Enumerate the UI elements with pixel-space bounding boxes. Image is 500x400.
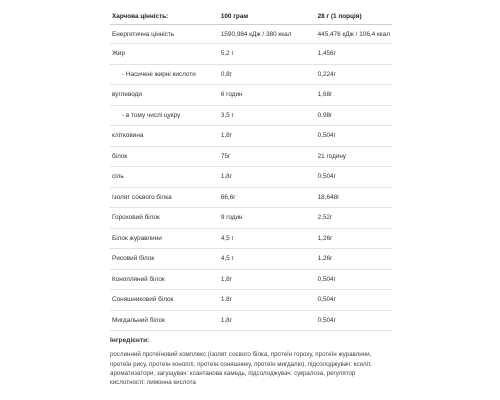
header-nutrient: Харчова цінність: (112, 12, 169, 20)
value-per-100g: 3,5 г (220, 111, 234, 119)
nutrient-name: вуглеводи (112, 91, 142, 99)
nutrient-name: Мигдальний білок (112, 316, 165, 324)
value-per-100g: 1,8г (220, 316, 233, 324)
table-row (110, 85, 392, 106)
value-per-100g: 9 годин (220, 214, 243, 222)
nutrient-name: Енергетична цінність (112, 30, 175, 38)
value-per-100g: 5,2 г (220, 50, 234, 58)
nutrient-name: - Насичені жирні кислоти (122, 70, 196, 78)
ingredients-title: Інгредієнти: (110, 337, 150, 344)
table-row (110, 228, 392, 249)
table-body (110, 25, 392, 331)
nutrient-name: сіль (112, 173, 124, 181)
value-per-serving: 0,504г (317, 132, 336, 140)
table-row (110, 167, 392, 188)
table-row (110, 208, 392, 229)
table-row (110, 64, 392, 85)
value-per-serving: 21 годину (317, 152, 347, 160)
value-per-100g: 4,5 г (220, 234, 234, 242)
value-per-100g: 1590,984 кДж / 380 ккал (220, 30, 292, 38)
table-row (110, 290, 392, 311)
table-row (110, 44, 392, 65)
value-per-serving: 1,456г (317, 50, 336, 58)
table-row (110, 310, 392, 331)
value-per-100g: 4,5 г (220, 255, 234, 263)
nutrient-name: Гороховий білок (112, 214, 160, 222)
table-row (110, 25, 392, 44)
value-per-100g: 1,8г (220, 132, 233, 140)
nutrient-name: Рисовий білок (112, 255, 155, 263)
table-header-row (110, 8, 392, 25)
value-per-serving: 0,504г (317, 173, 336, 181)
nutrient-name: Соняшниковий білок (112, 296, 174, 304)
header-per-100g: 100 грам (220, 12, 249, 20)
nutrient-name: білок (112, 152, 128, 160)
value-per-serving: 0,224г (317, 70, 336, 78)
value-per-100g: 6 годин (220, 91, 243, 99)
nutrient-name: клітковина (112, 132, 144, 140)
value-per-serving: 2,52г (317, 214, 333, 222)
value-per-100g: 1,8г (220, 296, 233, 304)
header-per-serving: 28 г (1 порція) (317, 12, 362, 20)
table-row (110, 187, 392, 208)
table-row (110, 269, 392, 290)
table-row (110, 105, 392, 126)
value-per-serving: 0,504г (317, 316, 336, 324)
value-per-serving: 0,504г (317, 275, 336, 283)
table-row (110, 249, 392, 270)
nutrient-name: - в тому числі цукру (122, 111, 181, 119)
ingredients-text: рослинний протеїновий комплекс (ізолят соєвого білка, протеїн гороху, протеїн журавлини, протеїн рису, протеїн коноплі, протеїн соняшнику, протеїн мигдалю), підсолоджувач: ксиліт, ароматизатори, загущувач: ксантанова камедь, підсолоджувач: сукралоза, регулятор кислотності: лимонна кислота (110, 351, 372, 387)
nutrition-table (110, 8, 392, 331)
value-per-serving: 1,26г (317, 255, 333, 263)
nutrient-name: Ізолят соєвого білка (112, 193, 172, 201)
value-per-serving: 0,504г (317, 296, 336, 304)
ingredients-section (110, 336, 392, 387)
value-per-100g: 1,8г (220, 275, 233, 283)
value-per-100g: 0,8г (220, 70, 233, 78)
value-per-serving: 1,68г (317, 91, 333, 99)
value-per-serving: 0,98г (317, 111, 333, 119)
nutrient-name: Білок журавлини (112, 234, 162, 242)
nutrient-name: Жир (112, 50, 126, 58)
table-row (110, 146, 392, 167)
value-per-serving: 1,26г (317, 234, 333, 242)
value-per-100g: 75г (220, 152, 231, 160)
table-row (110, 126, 392, 147)
nutrient-name: Конопляний білок (112, 275, 165, 283)
value-per-100g: 1,8г (220, 173, 233, 181)
value-per-100g: 66,6г (220, 193, 236, 201)
value-per-serving: 18,648г (317, 193, 340, 201)
value-per-serving: 445,476 кДж / 106,4 ккал (317, 30, 390, 38)
